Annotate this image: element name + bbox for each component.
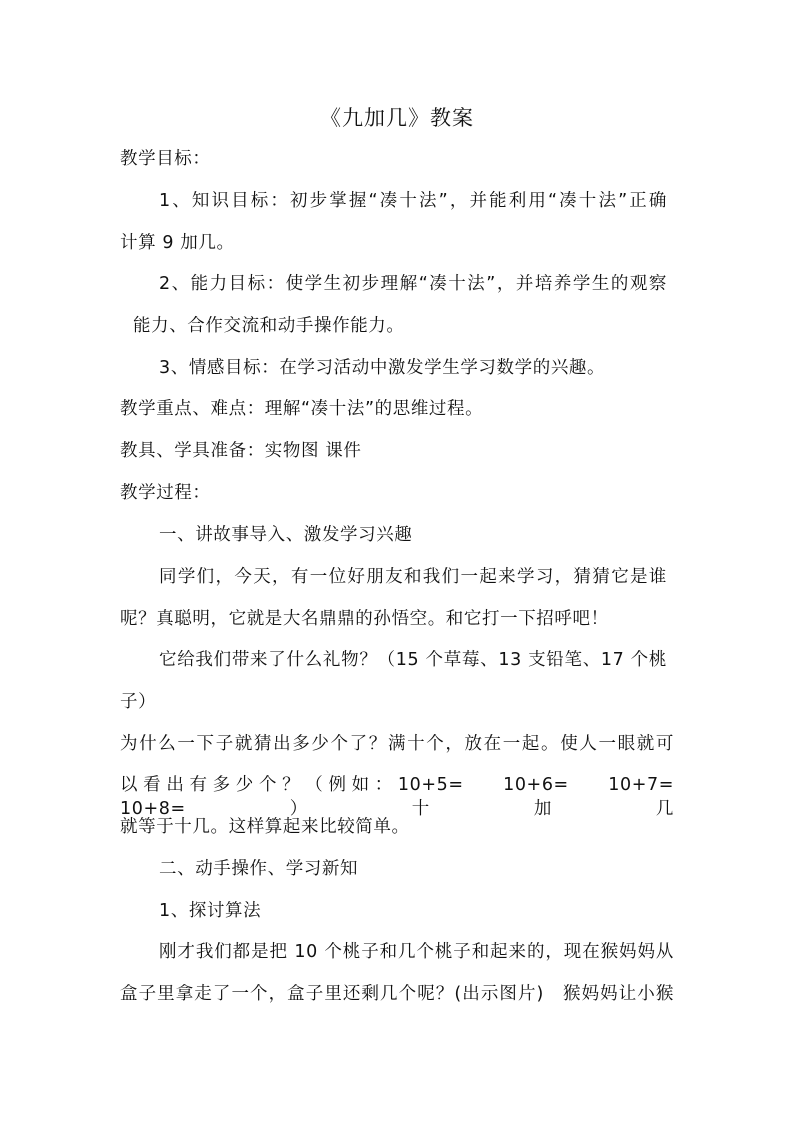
paragraph-line: 1、知识目标：初步掌握“凑十法”，并能利用“凑十法”正确 (159, 191, 667, 211)
paragraph-line: 呢？真聪明，它就是大名鼎鼎的孙悟空。和它打一下招呼吧！ (120, 609, 609, 629)
section-heading-teaching-goals: 教学目标： (120, 149, 211, 169)
paragraph-line: 计算 9 加几。 (120, 233, 235, 253)
section-heading-process: 教学过程： (120, 483, 211, 503)
subsection-heading: 二、动手操作、学习新知 (159, 859, 359, 879)
subsection-heading: 一、讲故事导入、激发学习兴趣 (159, 525, 413, 545)
section-heading-key-points: 教学重点、难点：理解“凑十法”的思维过程。 (120, 399, 484, 419)
subsection-heading: 1、探讨算法 (159, 901, 262, 921)
document-title: 《九加几》教案 (320, 106, 474, 130)
paragraph-line: 2、能力目标：使学生初步理解“凑十法”，并培养学生的观察 (159, 274, 667, 294)
paragraph-line: 盒子里拿走了一个，盒子里还剩几个呢？(出示图片) 猴妈妈让小猴 (120, 984, 674, 1004)
paragraph-line: 就等于十几。这样算起来比较简单。 (120, 817, 410, 837)
paragraph-line: 3、情感目标：在学习活动中激发学生学习数学的兴趣。 (159, 358, 606, 378)
paragraph-line: 它给我们带来了什么礼物？（15 个草莓、13 支铅笔、17 个桃 (159, 650, 667, 670)
paragraph-line: 能力、合作交流和动手操作能力。 (133, 316, 405, 336)
paragraph-line: 子） (120, 692, 157, 712)
paragraph-line: 刚才我们都是把 10 个桃子和几个桃子和起来的，现在猴妈妈从 (159, 942, 674, 962)
section-heading-materials: 教具、学具准备：实物图 课件 (120, 441, 362, 461)
paragraph-line: 为什么一下子就猜出多少个了？满十个，放在一起。使人一眼就可 (120, 734, 674, 754)
paragraph-line: 同学们，今天，有一位好朋友和我们一起来学习，猜猜它是谁 (159, 567, 667, 587)
paragraph-line: 以看出有多少个？（例如：10+5= 10+6= 10+7= 10+8=）十加几 (120, 775, 699, 819)
